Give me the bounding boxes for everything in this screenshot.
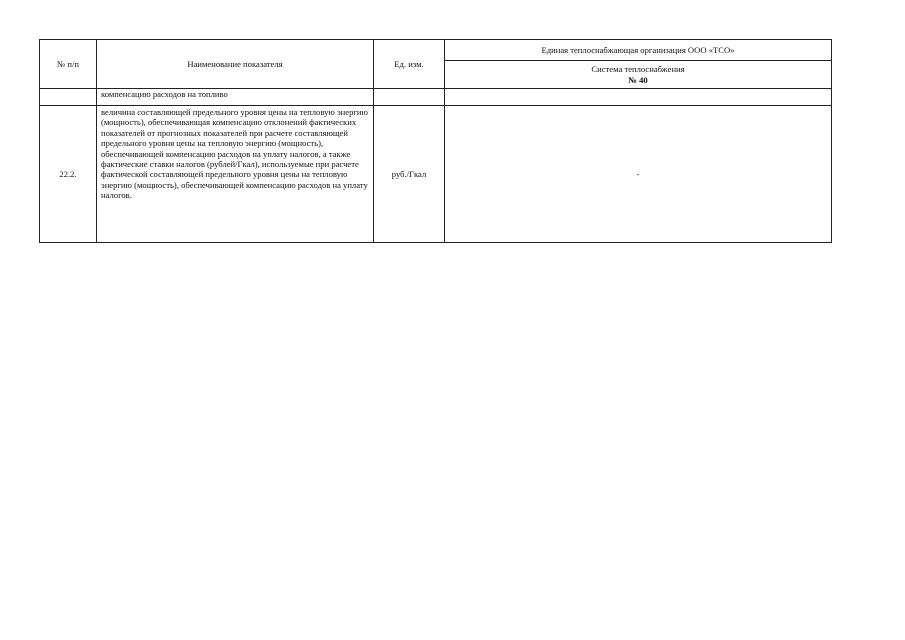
indicator-table: [39, 39, 832, 243]
header-row-1: [40, 40, 832, 61]
header-system: [445, 61, 832, 89]
row-name: величина составляющей предельного уровня цены на тепловую энергию (мощность), обеспечивающая компенсацию отклонений фактических показателей от прогнозных показателей при расчете составляющей предельного уровня цены на тепловую энергию (мощность), обеспечивающей компенсацию расходов на уплату налогов, а также фактические ставки налогов (рублей/Гкал), используемые при расчете фактической составляющей предельного уровня цены на тепловую энергию (мощность), обеспечивающей компенсацию расходов на уплату налогов.: [97, 106, 374, 243]
row-num: [40, 89, 97, 106]
row-value: [445, 89, 832, 106]
header-system-number: № 40: [628, 74, 648, 85]
header-unit: Ед. изм.: [374, 40, 445, 89]
row-unit: [374, 89, 445, 106]
header-organization: Единая теплоснабжающая организация ООО «ТСО»: [445, 40, 832, 61]
header-num: № п/п: [40, 40, 97, 89]
header-system-label: Система теплоснабжения: [591, 64, 685, 75]
row-value: -: [445, 106, 832, 243]
row-num: 22.2.: [40, 106, 97, 243]
row-name: компенсацию расходов на топливо: [97, 89, 374, 106]
header-name: Наименование показателя: [97, 40, 374, 89]
table-row: [40, 106, 832, 243]
table-row: [40, 89, 832, 106]
row-unit: руб./Гкал: [374, 106, 445, 243]
